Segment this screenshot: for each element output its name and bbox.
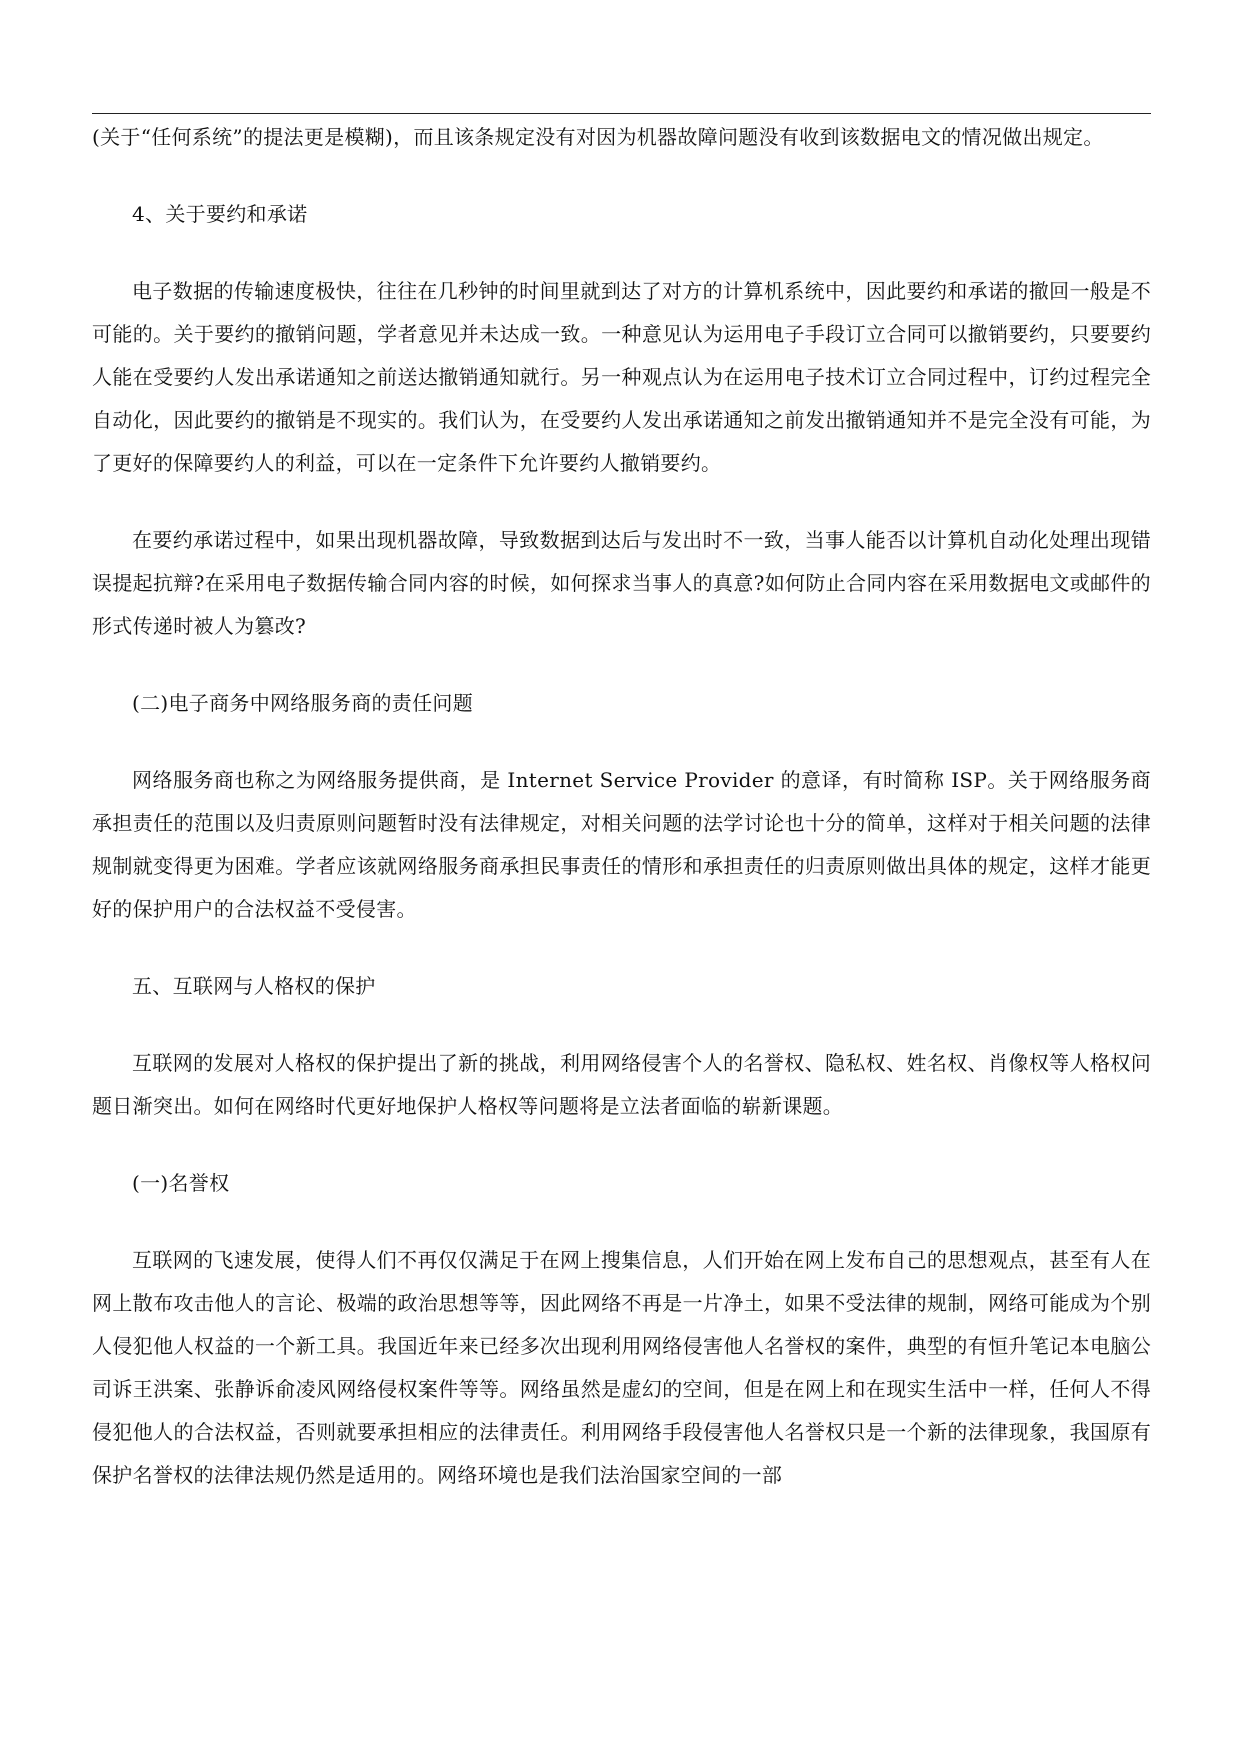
section-heading-personality-rights: 五、互联网与人格权的保护 bbox=[132, 974, 376, 998]
paragraph-isp: 网络服务商也称之为网络服务提供商，是 Internet Service Provider 的意译，有时简称 ISP。关于网络服务商承担责任的范围以及归责原则问题暂时没有法律规定，对相关问题的法学讨论也十分的简单，这样对于相关问题的法律规制就变得更为困难。学者应该就网络服务商承担民事责任的情形和承担责任的归责原则做出具体的规定，这样才能更好的保护用户的合法权益不受侵害。 bbox=[92, 768, 1151, 921]
section-heading-offer-acceptance: 4、关于要约和承诺 bbox=[132, 202, 308, 226]
paragraph-reputation: 互联网的飞速发展，使得人们不再仅仅满足于在网上搜集信息，人们开始在网上发布自己的思想观点，甚至有人在网上散布攻击他人的言论、极端的政治思想等等，因此网络不再是一片净土，如果不受法律的规制，网络可能成为个别人侵犯他人权益的一个新工具。我国近年来已经多次出现利用网络侵害他人名誉权的案件，典型的有恒升笔记本电脑公司诉王洪案、张静诉俞凌风网络侵权案件等等。网络虽然是虚幻的空间，但是在网上和在现实生活中一样，任何人不得侵犯他人的合法权益，否则就要承担相应的法律责任。利用网络手段侵害他人名誉权只是一个新的法律现象，我国原有保护名誉权的法律法规仍然是适用的。网络环境也是我们法治国家空间的一部 bbox=[92, 1248, 1151, 1487]
section-heading-isp-liability: (二)电子商务中网络服务商的责任问题 bbox=[132, 691, 474, 715]
paragraph-machine-fault: 在要约承诺过程中，如果出现机器故障，导致数据到达后与发出时不一致，当事人能否以计算机自动化处理出现错误提起抗辩?在采用电子数据传输合同内容的时候，如何探求当事人的真意?如何防止合同内容在采用数据电文或邮件的形式传递时被人为篡改? bbox=[92, 528, 1151, 638]
paragraph-offer-revocation: 电子数据的传输速度极快，往往在几秒钟的时间里就到达了对方的计算机系统中，因此要约和承诺的撤回一般是不可能的。关于要约的撤销问题，学者意见并未达成一致。一种意见认为运用电子手段订立合同可以撤销要约，只要要约人能在受要约人发出承诺通知之前送达撤销通知就行。另一种观点认为在运用电子技术订立合同过程中，订约过程完全自动化，因此要约的撤销是不现实的。我们认为，在受要约人发出承诺通知之前发出撤销通知并不是完全没有可能，为了更好的保障要约人的利益，可以在一定条件下允许要约人撤销要约。 bbox=[92, 279, 1151, 475]
paragraph-personality-intro: 互联网的发展对人格权的保护提出了新的挑战，利用网络侵害个人的名誉权、隐私权、姓名权、肖像权等人格权问题日渐突出。如何在网络时代更好地保护人格权等问题将是立法者面临的崭新课题。 bbox=[92, 1051, 1151, 1118]
section-heading-reputation: (一)名誉权 bbox=[132, 1171, 230, 1195]
header-rule bbox=[92, 113, 1151, 114]
document-body bbox=[92, 116, 1151, 1497]
paragraph-continuation: (关于“任何系统”的提法更是模糊)，而且该条规定没有对因为机器故障问题没有收到该数据电文的情况做出规定。 bbox=[92, 125, 1104, 149]
